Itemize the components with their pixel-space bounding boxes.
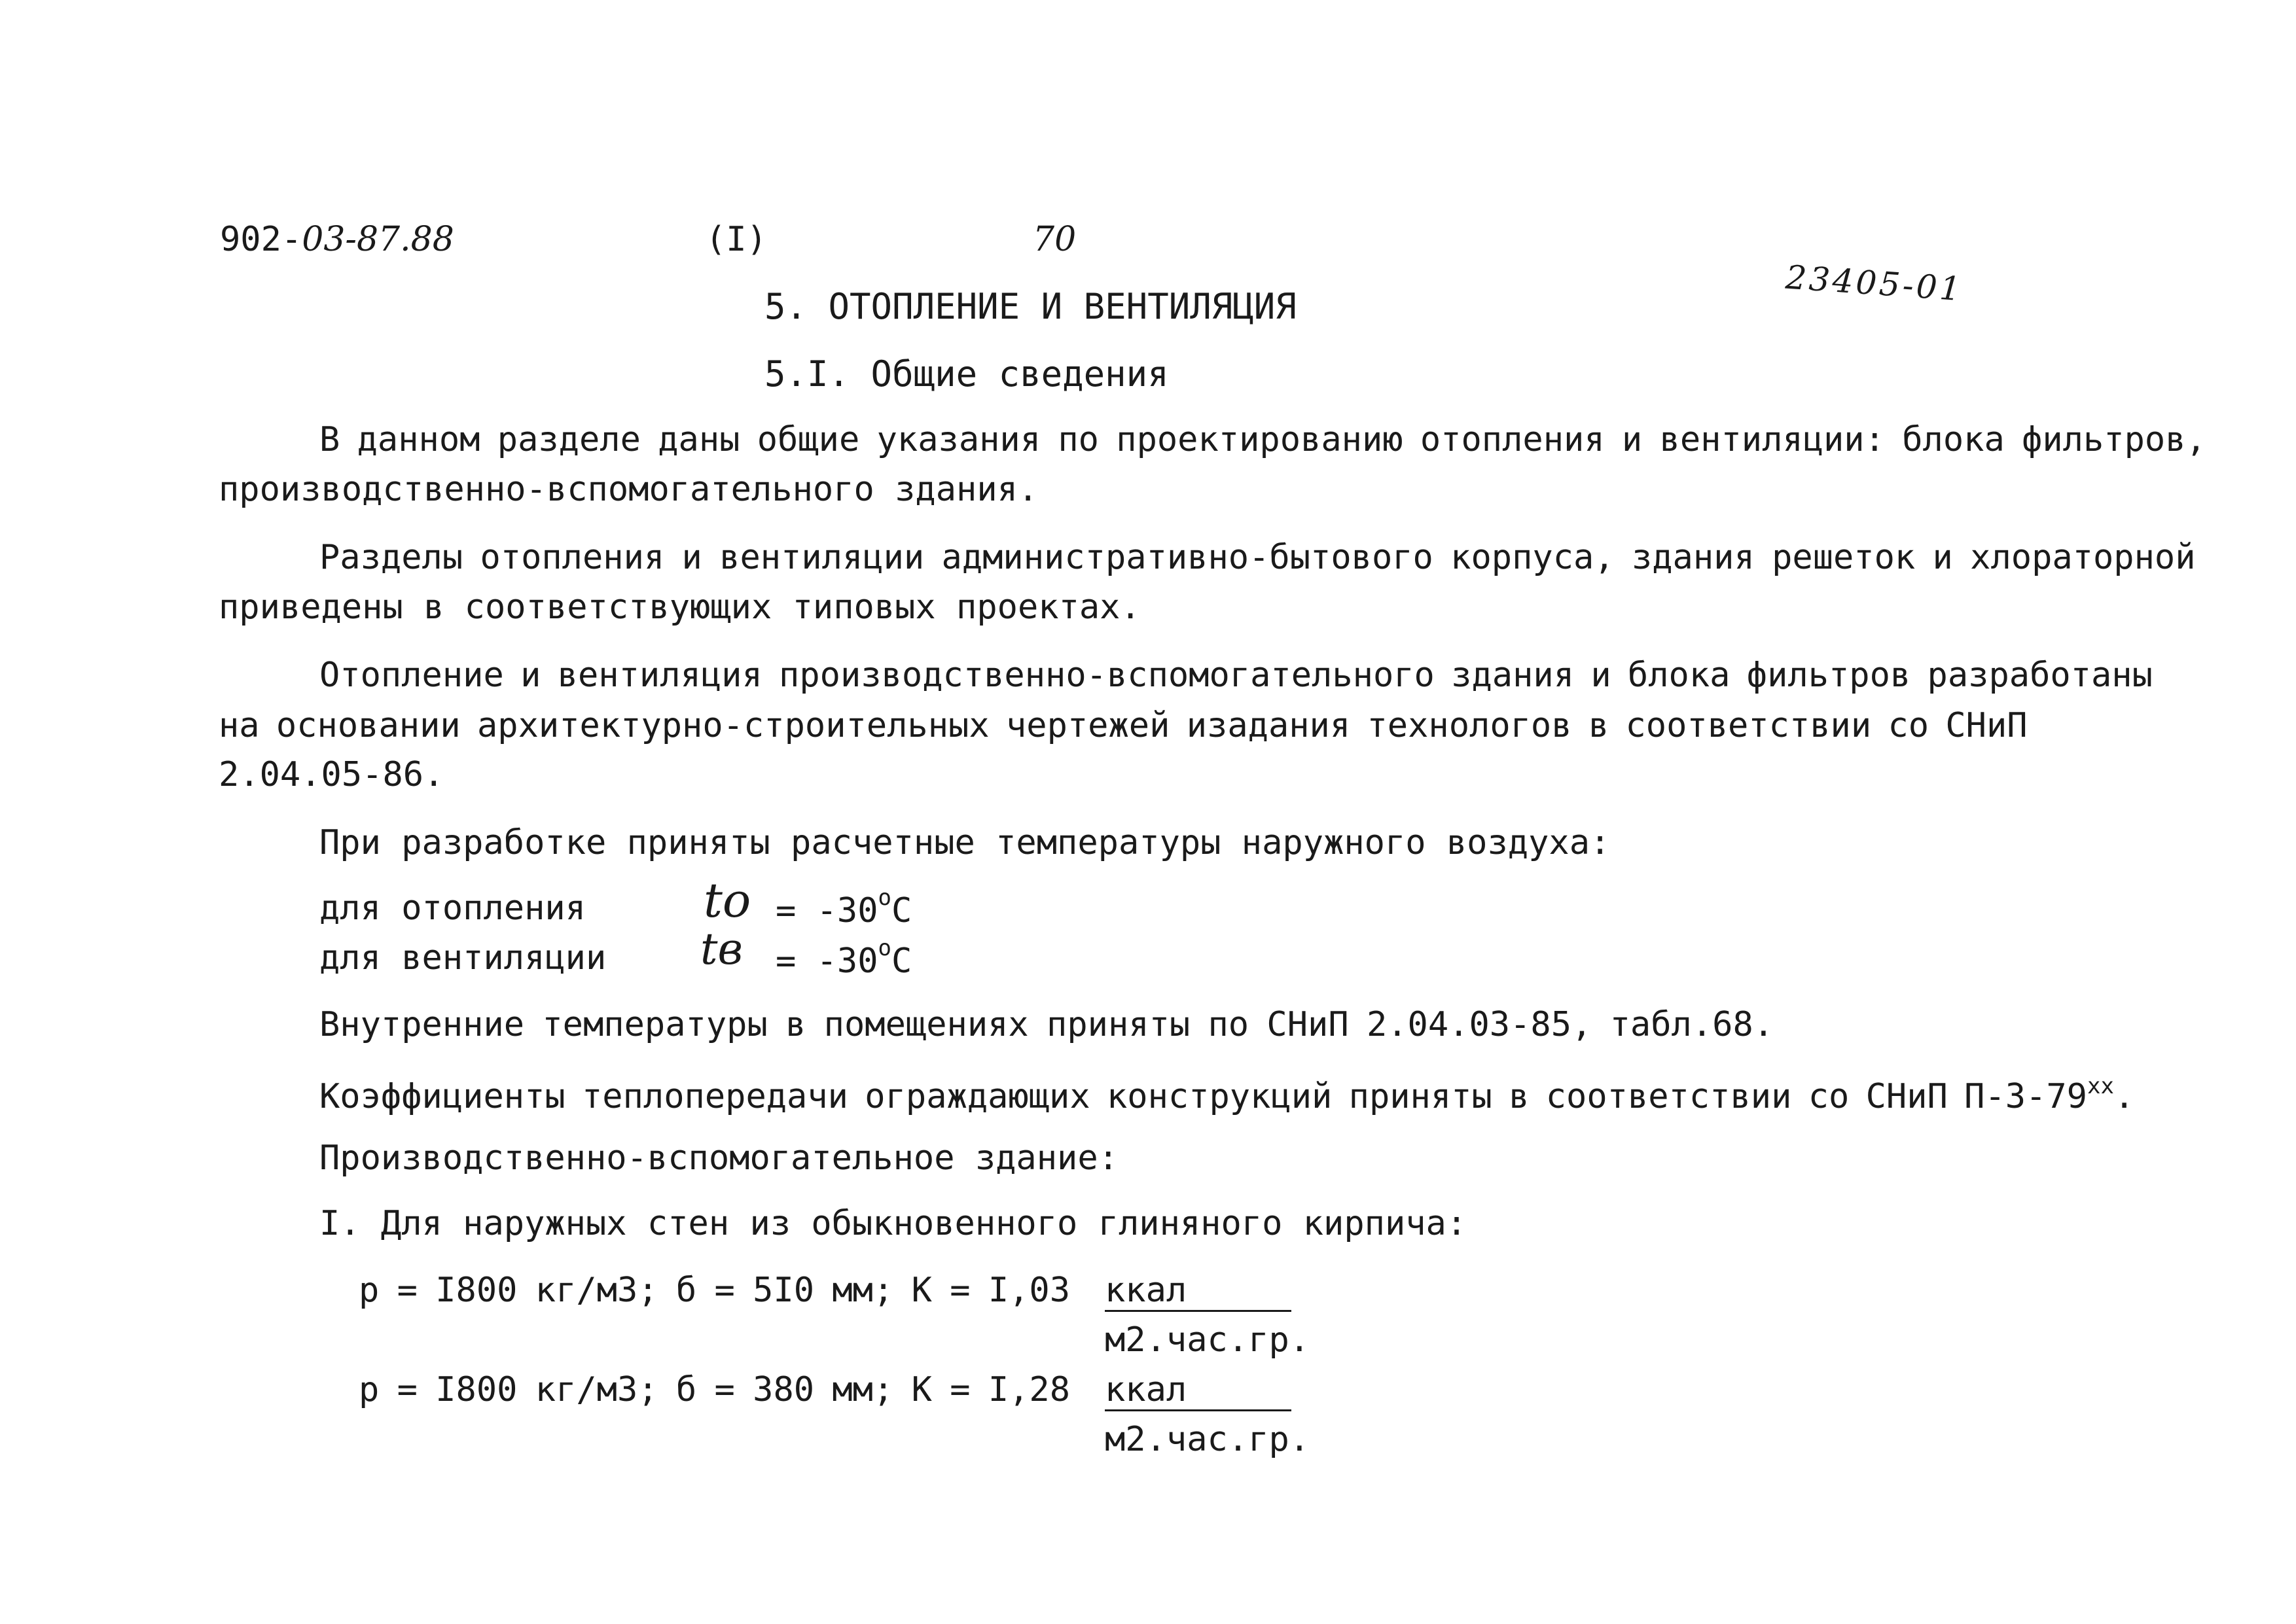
item-1: I. Для наружных стен из обыкновенного глиняного кирпича:: [319, 1204, 1467, 1243]
vent-symbol: tв: [700, 924, 743, 974]
doc-code: [220, 220, 454, 259]
formula-2-numerator-text: ккал: [1105, 1373, 1291, 1411]
formula-1-denominator: м2.час.гр.: [1105, 1320, 1310, 1360]
paragraph-3-line-1: Отопление и вентиляция производственно-вспомогательного здания и блока фильтров разработаны: [319, 656, 2153, 695]
paragraph-3-line-2: на основании архитектурно-строительных чертежей изадания технологов в соответствии со СНиП: [219, 706, 2028, 745]
coefficients-superscript: xx: [2087, 1073, 2114, 1099]
formula-1: р = I800 кг/м3; б = 5I0 мм; К = I,03: [359, 1271, 1071, 1310]
heating-symbol: to: [704, 873, 751, 928]
vent-degree-mark: о: [878, 935, 892, 961]
formula-2: р = I800 кг/м3; б = 380 мм; К = I,28: [359, 1370, 1071, 1409]
doc-code-handwritten: 03-87.88: [302, 220, 454, 259]
formula-1-numerator-text: ккал: [1105, 1273, 1291, 1312]
coefficients-text: Коэффициенты теплопередачи ограждающих конструкций приняты в соответствии со СНиП П-3-79: [319, 1077, 2087, 1116]
internal-temperatures-note: Внутренние температуры в помещениях приняты по СНиП 2.04.03-85, табл.68.: [319, 1005, 1774, 1044]
vent-label: для вентиляции: [319, 938, 607, 978]
formula-2-numerator: [1105, 1370, 1291, 1411]
heating-value-number: = -30: [776, 891, 878, 930]
archive-number: 23405-01: [1784, 258, 1965, 309]
doc-code-printed: 902-: [220, 220, 302, 259]
section-subtitle: 5.I. Общие сведения: [764, 353, 1169, 395]
vent-value-number: = -30: [776, 942, 878, 981]
heating-unit: С: [891, 891, 912, 930]
paragraph-2-line-2: приведены в соответствующих типовых проектах.: [219, 588, 1141, 627]
paragraph-1-line-1: В данном разделе даны общие указания по проектированию отопления и вентиляции: блока фильтров,: [319, 420, 2206, 459]
formula-2-denominator: м2.час.гр.: [1105, 1420, 1310, 1459]
building-heading: Производственно-вспомогательное здание:: [319, 1139, 1119, 1178]
heating-value: [776, 887, 912, 928]
section-title: 5. ОТОПЛЕНИЕ И ВЕНТИЛЯЦИЯ: [764, 286, 1297, 327]
coefficients-end: .: [2113, 1077, 2135, 1116]
paragraph-2-line-1: Разделы отопления и вентиляции административно-бытового корпуса, здания решеток и хлораторной: [319, 538, 2196, 577]
paragraph-3-line-3: 2.04.05-86.: [219, 755, 444, 794]
paragraph-1-line-2: производственно-вспомогательного здания.: [219, 470, 1039, 509]
paragraph-4: При разработке приняты расчетные температуры наружного воздуха:: [319, 823, 1611, 862]
coefficients-note: [319, 1075, 2134, 1114]
volume-number: (I): [706, 220, 767, 259]
heating-degree-mark: о: [878, 885, 892, 911]
formula-1-numerator: [1105, 1273, 1291, 1312]
heating-label: для отопления: [319, 889, 586, 928]
vent-value: [776, 935, 912, 981]
page-number: 70: [1033, 220, 1077, 259]
vent-unit: С: [891, 942, 912, 981]
